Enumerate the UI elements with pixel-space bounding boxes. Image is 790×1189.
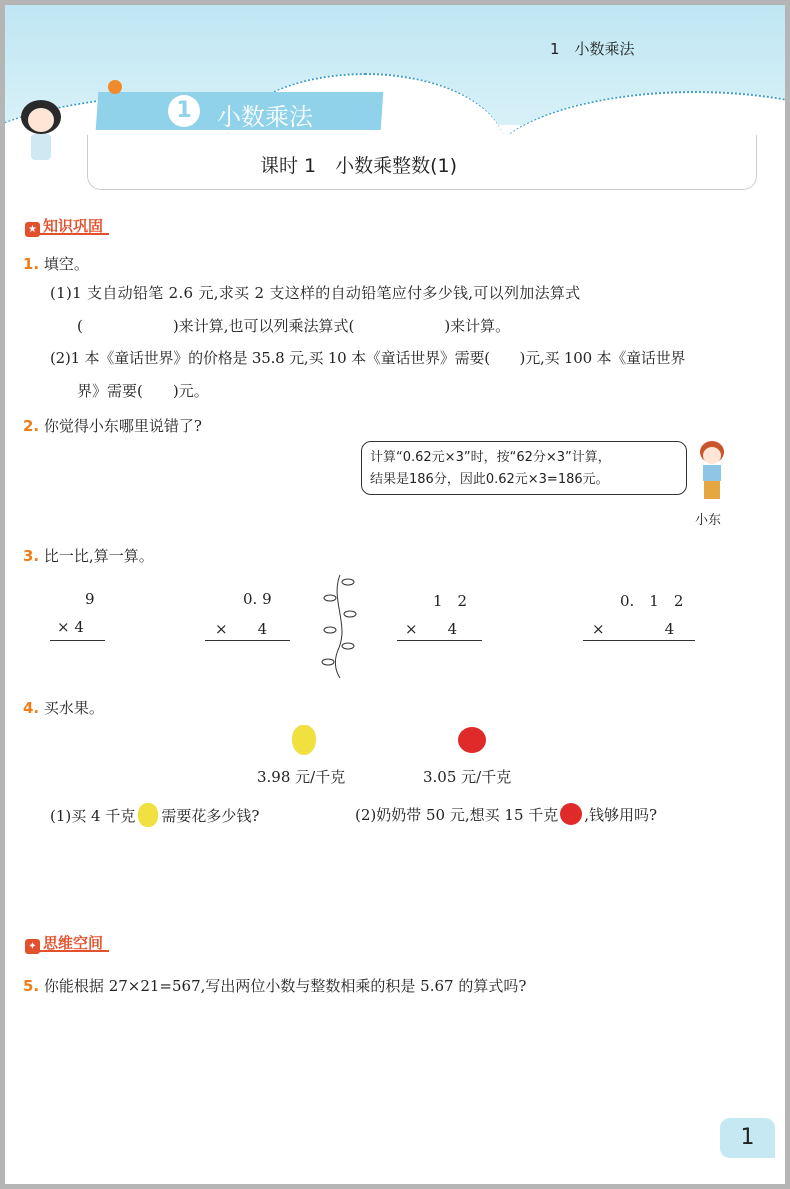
calc-bottom: × 4 — [405, 620, 458, 638]
q4-sub2-text: ,钱够用吗? — [584, 806, 658, 824]
calc-line — [205, 640, 290, 641]
star-icon: ★ — [25, 222, 40, 237]
section-heading-thinking — [25, 932, 109, 952]
section-title: 知识巩固 — [43, 217, 104, 235]
running-title: 1 小数乘法 — [550, 40, 635, 58]
girl-illustration — [13, 90, 75, 165]
q4-sub1-text: 需要花多少钱? — [161, 807, 260, 825]
question-text: 你能根据 27×21=567,写出两位小数与整数相乘的积是 5.67 的算式吗? — [43, 977, 527, 995]
pear-icon — [138, 803, 158, 827]
pear-price: 3.98 元/千克 — [257, 768, 346, 786]
speech-bubble — [361, 441, 687, 495]
question-number: 4. — [23, 699, 40, 717]
lightbulb-icon: ✦ — [25, 939, 40, 954]
q4-sub2-text: (2)奶奶带 50 元,想买 15 千克 — [355, 806, 559, 824]
question-title: 你觉得小东哪里说错了? — [43, 417, 202, 435]
section-heading-knowledge — [25, 215, 109, 235]
apple-icon — [560, 803, 582, 825]
unit-title: 小数乘法 — [217, 103, 313, 131]
lesson-title: 课时 1 小数乘整数(1) — [260, 155, 458, 177]
calc-line — [397, 640, 482, 641]
calc-bottom: × 4 — [215, 620, 268, 638]
q4-sub1-text: (1)买 4 千克 — [50, 807, 136, 825]
calc-bottom: × 4 — [57, 618, 84, 636]
apple-price: 3.05 元/千克 — [423, 768, 512, 786]
calc-top: 0. 9 — [243, 590, 272, 608]
question-number: 5. — [23, 977, 40, 995]
question-title: 填空。 — [43, 255, 89, 273]
page-number: 1 — [720, 1118, 775, 1158]
question-title: 买水果。 — [43, 699, 104, 717]
calc-line — [583, 640, 695, 641]
boy-illustration — [697, 441, 727, 501]
q1-part1-line1: (1)1 支自动铅笔 2.6 元,求买 2 支这样的自动铅笔应付多少钱,可以列加法算式 — [50, 284, 581, 302]
question-number: 3. — [23, 547, 40, 565]
bubble-line: 计算“0.62元×3”时，按“62分×3”计算， — [370, 450, 611, 465]
apple-icon — [458, 727, 486, 753]
character-name: 小东 — [695, 513, 722, 528]
question-title: 比一比,算一算。 — [43, 547, 154, 565]
calc-top: 1 2 — [433, 592, 468, 610]
section-title: 思维空间 — [43, 934, 104, 952]
pushpin-icon — [108, 80, 122, 94]
calc-line — [50, 640, 105, 641]
vine-divider — [320, 570, 360, 680]
calc-top: 0. 1 2 — [620, 592, 684, 610]
workbook-page — [5, 5, 785, 1184]
unit-number-badge: 1 — [168, 95, 200, 127]
pear-icon — [292, 725, 316, 755]
calc-top: 9 — [85, 590, 95, 608]
q1-part2-line1: (2)1 本《童话世界》的价格是 35.8 元,买 10 本《童话世界》需要( )元,买 100 本《童话世界 — [50, 349, 686, 367]
bubble-line: 结果是186分，因此0.62元×3=186元。 — [370, 472, 609, 487]
q1-part1-line2: ( )来计算,也可以列乘法算式( )来计算。 — [77, 317, 511, 335]
question-number: 1. — [23, 255, 40, 273]
q1-part2-line2: 界》需要( )元。 — [77, 382, 209, 400]
calc-bottom: × 4 — [592, 620, 675, 638]
question-number: 2. — [23, 417, 40, 435]
title-frame — [87, 135, 757, 190]
